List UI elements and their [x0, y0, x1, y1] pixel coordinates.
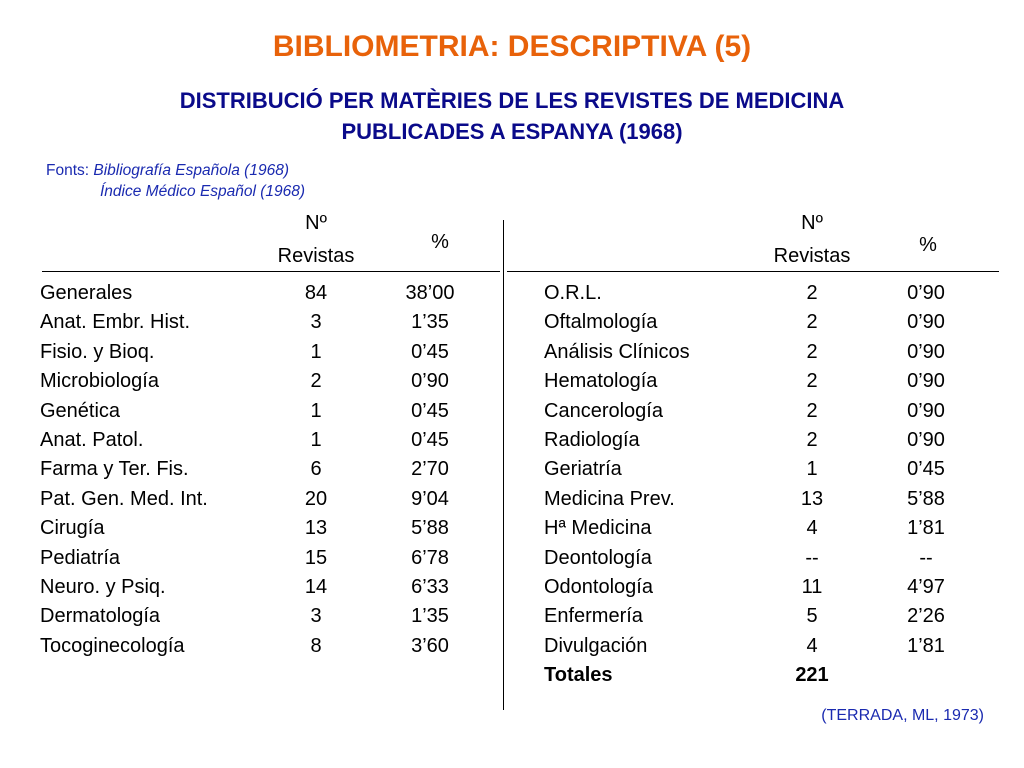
- subject-name: Anat. Patol.: [40, 428, 144, 451]
- journal-count: 14: [304, 575, 328, 598]
- left-header-n-line1: Nº: [305, 212, 327, 234]
- journal-percent: 0’90: [907, 282, 945, 304]
- left-header-pct: %: [431, 231, 449, 253]
- journal-percent: 38’00: [405, 282, 455, 304]
- subtitle-line-1: DISTRIBUCIÓ PER MATÈRIES DE LES REVISTES DE MEDICINA: [179, 88, 845, 113]
- table-row: [40, 485, 500, 514]
- journal-count: 2: [806, 340, 818, 363]
- column-divider: [503, 220, 504, 710]
- journal-percent: 0’90: [907, 428, 945, 451]
- journal-count: 4: [806, 634, 818, 657]
- journal-percent: 2’26: [907, 605, 945, 628]
- subject-name: Cancerología: [544, 399, 663, 422]
- subject-name: Totales: [544, 664, 613, 687]
- journal-percent: 0’45: [907, 458, 945, 481]
- journal-count: 3: [310, 605, 322, 628]
- journal-count: 3: [310, 311, 322, 334]
- subject-name: Medicina Prev.: [544, 487, 675, 510]
- journal-count: 1: [310, 340, 322, 363]
- journal-count: 2: [310, 370, 322, 393]
- table-row: [544, 426, 1004, 455]
- table-row: [544, 308, 1004, 337]
- subject-name: Odontología: [544, 575, 653, 598]
- journal-count: 1: [310, 428, 322, 451]
- left-header-n-revistas: [256, 243, 376, 270]
- table-row: [40, 455, 500, 484]
- table-row: [40, 279, 500, 308]
- journal-percent: 0’90: [907, 311, 945, 334]
- journal-count: 221: [795, 664, 829, 687]
- subject-name: Oftalmología: [544, 311, 658, 334]
- subject-name: Radiología: [544, 428, 640, 451]
- journal-count: 2: [806, 428, 818, 451]
- table-row: [544, 367, 1004, 396]
- table-row: [40, 573, 500, 602]
- slide-title: BIBLIOMETRIA: DESCRIPTIVA (5): [272, 30, 752, 63]
- journal-count: 15: [304, 546, 328, 569]
- subject-name: Cirugía: [40, 517, 105, 540]
- journal-count: 5: [806, 605, 818, 628]
- table-row: [544, 455, 1004, 484]
- journal-percent: 2’70: [411, 458, 449, 481]
- right-header-n-revistas: [752, 243, 872, 270]
- journal-percent: 1’35: [411, 311, 449, 334]
- table-row: [544, 485, 1004, 514]
- journal-percent: 0’90: [907, 370, 945, 393]
- sources-label: Fonts:: [46, 162, 90, 179]
- journal-percent: 0’45: [411, 399, 449, 422]
- subject-name: Divulgación: [544, 634, 648, 657]
- citation: (TERRADA, ML, 1973): [821, 707, 984, 724]
- journal-count: 13: [304, 517, 328, 540]
- subject-name: Deontología: [544, 546, 652, 569]
- journal-percent: 0’45: [411, 428, 449, 451]
- subject-name: Fisio. y Bioq.: [40, 340, 155, 363]
- subject-name: Genética: [40, 399, 121, 422]
- right-header-n: [782, 210, 842, 237]
- table-row: [40, 397, 500, 426]
- subject-name: Hematología: [544, 370, 658, 393]
- subject-name: Análisis Clínicos: [544, 340, 690, 363]
- subject-name: O.R.L.: [544, 282, 602, 304]
- journal-percent: 1’81: [907, 517, 945, 540]
- table-row: [544, 661, 1004, 690]
- journal-percent: 0’45: [411, 340, 449, 363]
- journal-percent: 3’60: [411, 634, 449, 657]
- journal-percent: 1’81: [907, 634, 945, 657]
- subject-name: Pediatría: [40, 546, 121, 569]
- journal-percent: --: [919, 546, 933, 569]
- journal-count: 2: [806, 370, 818, 393]
- journal-count: 1: [310, 399, 322, 422]
- slide-subtitle: [60, 85, 964, 147]
- journal-percent: 0’90: [411, 370, 449, 393]
- journal-percent: 6’78: [411, 546, 449, 569]
- table-row: [544, 544, 1004, 573]
- journal-count: 84: [304, 282, 328, 304]
- source-1: Bibliografía Española (1968): [93, 162, 289, 179]
- subject-name: Generales: [40, 282, 133, 304]
- table-row: [544, 573, 1004, 602]
- journal-count: 2: [806, 282, 818, 304]
- left-header-n-line2: Revistas: [277, 245, 355, 267]
- journal-count: 2: [806, 311, 818, 334]
- journal-percent: 1’35: [411, 605, 449, 628]
- subject-name: Pat. Gen. Med. Int.: [40, 487, 208, 510]
- right-table: [544, 279, 1004, 690]
- journal-count: --: [805, 546, 819, 569]
- journal-count: 6: [310, 458, 322, 481]
- table-row: [40, 544, 500, 573]
- table-row: [544, 397, 1004, 426]
- subject-name: Enfermería: [544, 605, 643, 628]
- journal-count: 8: [310, 634, 322, 657]
- subject-name: Farma y Ter. Fis.: [40, 458, 189, 481]
- sources-block: [46, 160, 305, 202]
- table-row: [40, 632, 500, 661]
- table-row: [544, 602, 1004, 631]
- journal-percent: 4’97: [907, 575, 945, 598]
- journal-count: 11: [801, 575, 823, 598]
- subject-name: Hª Medicina: [544, 517, 652, 540]
- journal-count: 2: [806, 399, 818, 422]
- header-divider-right: [507, 271, 999, 272]
- journal-percent: 0’90: [907, 340, 945, 363]
- left-header-n: [286, 210, 346, 237]
- subject-name: Anat. Embr. Hist.: [40, 311, 191, 334]
- right-header-pct: %: [919, 234, 937, 256]
- subject-name: Geriatría: [544, 458, 622, 481]
- subject-name: Neuro. y Psiq.: [40, 575, 166, 598]
- table-row: [40, 514, 500, 543]
- journal-count: 4: [806, 517, 818, 540]
- journal-percent: 9’04: [411, 487, 449, 510]
- table-row: [40, 367, 500, 396]
- subject-name: Dermatología: [40, 605, 161, 628]
- right-header-n-line2: Revistas: [773, 245, 851, 267]
- journal-percent: 5’88: [411, 517, 449, 540]
- source-2: Índice Médico Español (1968): [100, 183, 306, 200]
- journal-count: 1: [806, 458, 818, 481]
- left-table: [40, 279, 500, 661]
- journal-percent: 0’90: [907, 399, 945, 422]
- journal-count: 20: [304, 487, 328, 510]
- table-row: [544, 279, 1004, 308]
- journal-count: 13: [800, 487, 824, 510]
- right-header-n-line1: Nº: [801, 212, 823, 234]
- table-row: [544, 514, 1004, 543]
- table-row: [40, 338, 500, 367]
- subject-name: Tocoginecología: [40, 634, 185, 657]
- table-row: [40, 602, 500, 631]
- subject-name: Microbiología: [40, 370, 159, 393]
- subtitle-line-2: PUBLICADES A ESPANYA (1968): [341, 119, 683, 144]
- header-divider-left: [42, 271, 500, 272]
- table-row: [544, 338, 1004, 367]
- journal-percent: 5’88: [907, 487, 945, 510]
- journal-percent: 6’33: [411, 575, 449, 598]
- table-row: [40, 308, 500, 337]
- table-row: [544, 632, 1004, 661]
- table-row: [40, 426, 500, 455]
